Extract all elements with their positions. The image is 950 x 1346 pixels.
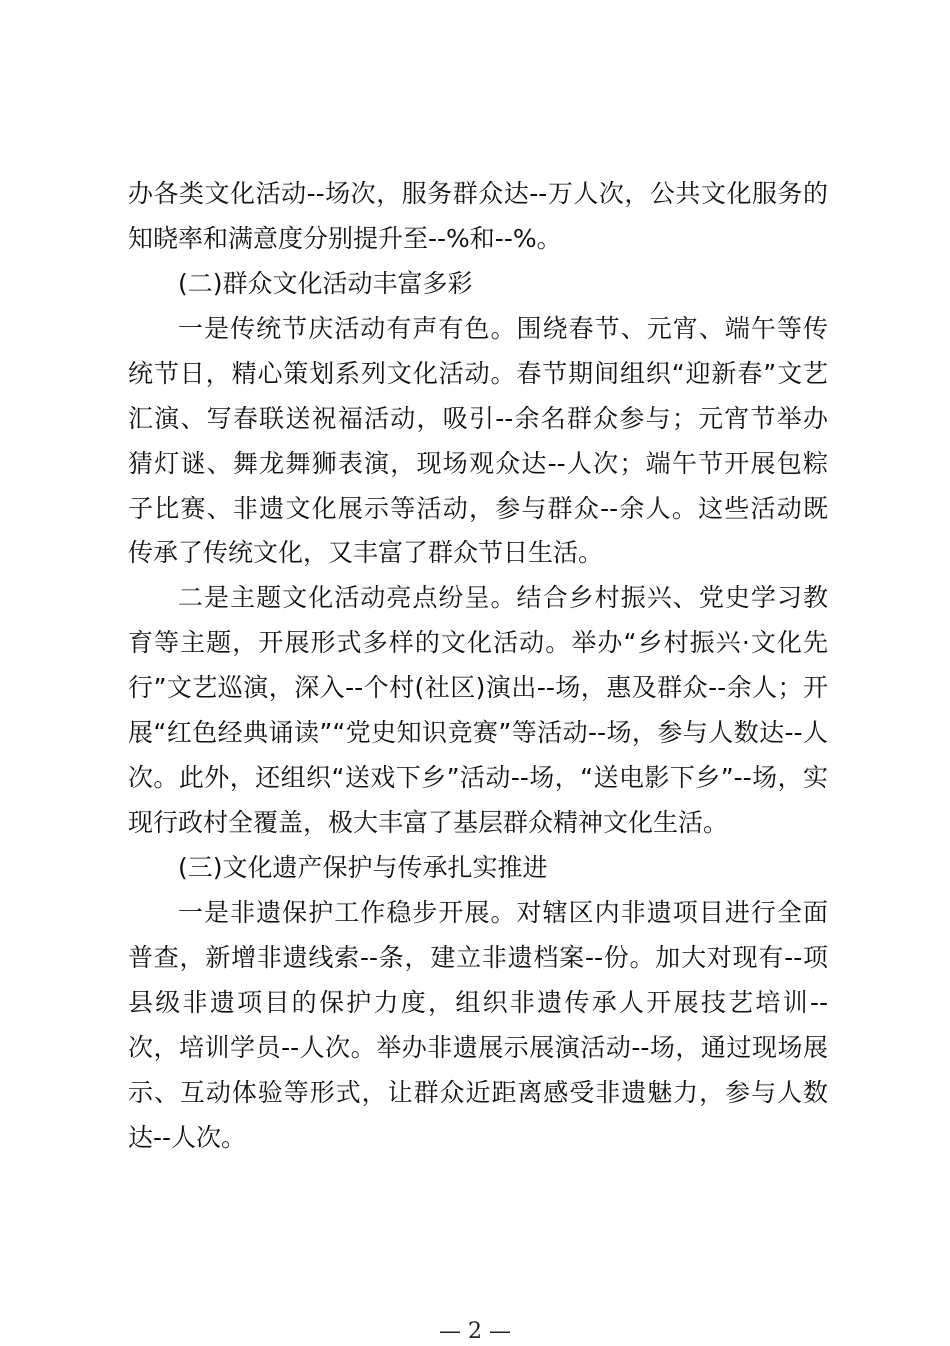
text-line: 行”文艺巡演，深入--个村(社区)演出--场，惠及群众--余人；开: [128, 673, 828, 702]
text-line: 办各类文化活动--场次，服务群众达--万人次，公共文化服务的: [128, 179, 828, 208]
text-line: 次，培训学员--人次。举办非遗展示展演活动--场，通过现场展: [128, 1033, 828, 1062]
text-line: 统节日，精心策划系列文化活动。春节期间组织“迎新春”文艺: [128, 359, 828, 388]
text-line: 达--人次。: [128, 1123, 247, 1152]
text-line: 一是非遗保护工作稳步开展。对辖区内非遗项目进行全面: [178, 898, 828, 927]
text-line: 知晓率和满意度分别提升至--%和--%。: [128, 224, 562, 253]
text-line: 普查，新增非遗线索--条，建立非遗档案--份。加大对现有--项: [128, 943, 828, 972]
text-line: 汇演、写春联送祝福活动，吸引--余名群众参与；元宵节举办: [128, 404, 828, 433]
text-line: 二是主题文化活动亮点纷呈。结合乡村振兴、党史学习教: [178, 583, 828, 612]
text-line: 猜灯谜、舞龙舞狮表演，现场观众达--人次；端午节开展包粽: [128, 449, 828, 478]
text-line: 一是传统节庆活动有声有色。围绕春节、元宵、端午等传: [178, 314, 828, 343]
section-heading: (三)文化遗产保护与传承扎实推进: [178, 853, 548, 882]
text-line: 传承了传统文化，又丰富了群众节日生活。: [128, 538, 604, 567]
page-number: — 2 —: [439, 1319, 511, 1344]
section-heading: (二)群众文化活动丰富多彩: [178, 269, 473, 298]
text-line: 现行政村全覆盖，极大丰富了基层群众精神文化生活。: [128, 808, 729, 837]
text-line: 子比赛、非遗文化展示等活动，参与群众--余人。这些活动既: [128, 494, 828, 523]
text-line: 育等主题，开展形式多样的文化活动。举办“乡村振兴·文化先: [128, 628, 828, 657]
text-line: 次。此外，还组织“送戏下乡”活动--场，“送电影下乡”--场，实: [128, 763, 828, 792]
text-line: 示、互动体验等形式，让群众近距离感受非遗魅力，参与人数: [128, 1078, 828, 1107]
text-line: 县级非遗项目的保护力度，组织非遗传承人开展技艺培训--: [128, 988, 828, 1017]
text-line: 展“红色经典诵读”“党史知识竞赛”等活动--场，参与人数达--人: [128, 718, 828, 747]
